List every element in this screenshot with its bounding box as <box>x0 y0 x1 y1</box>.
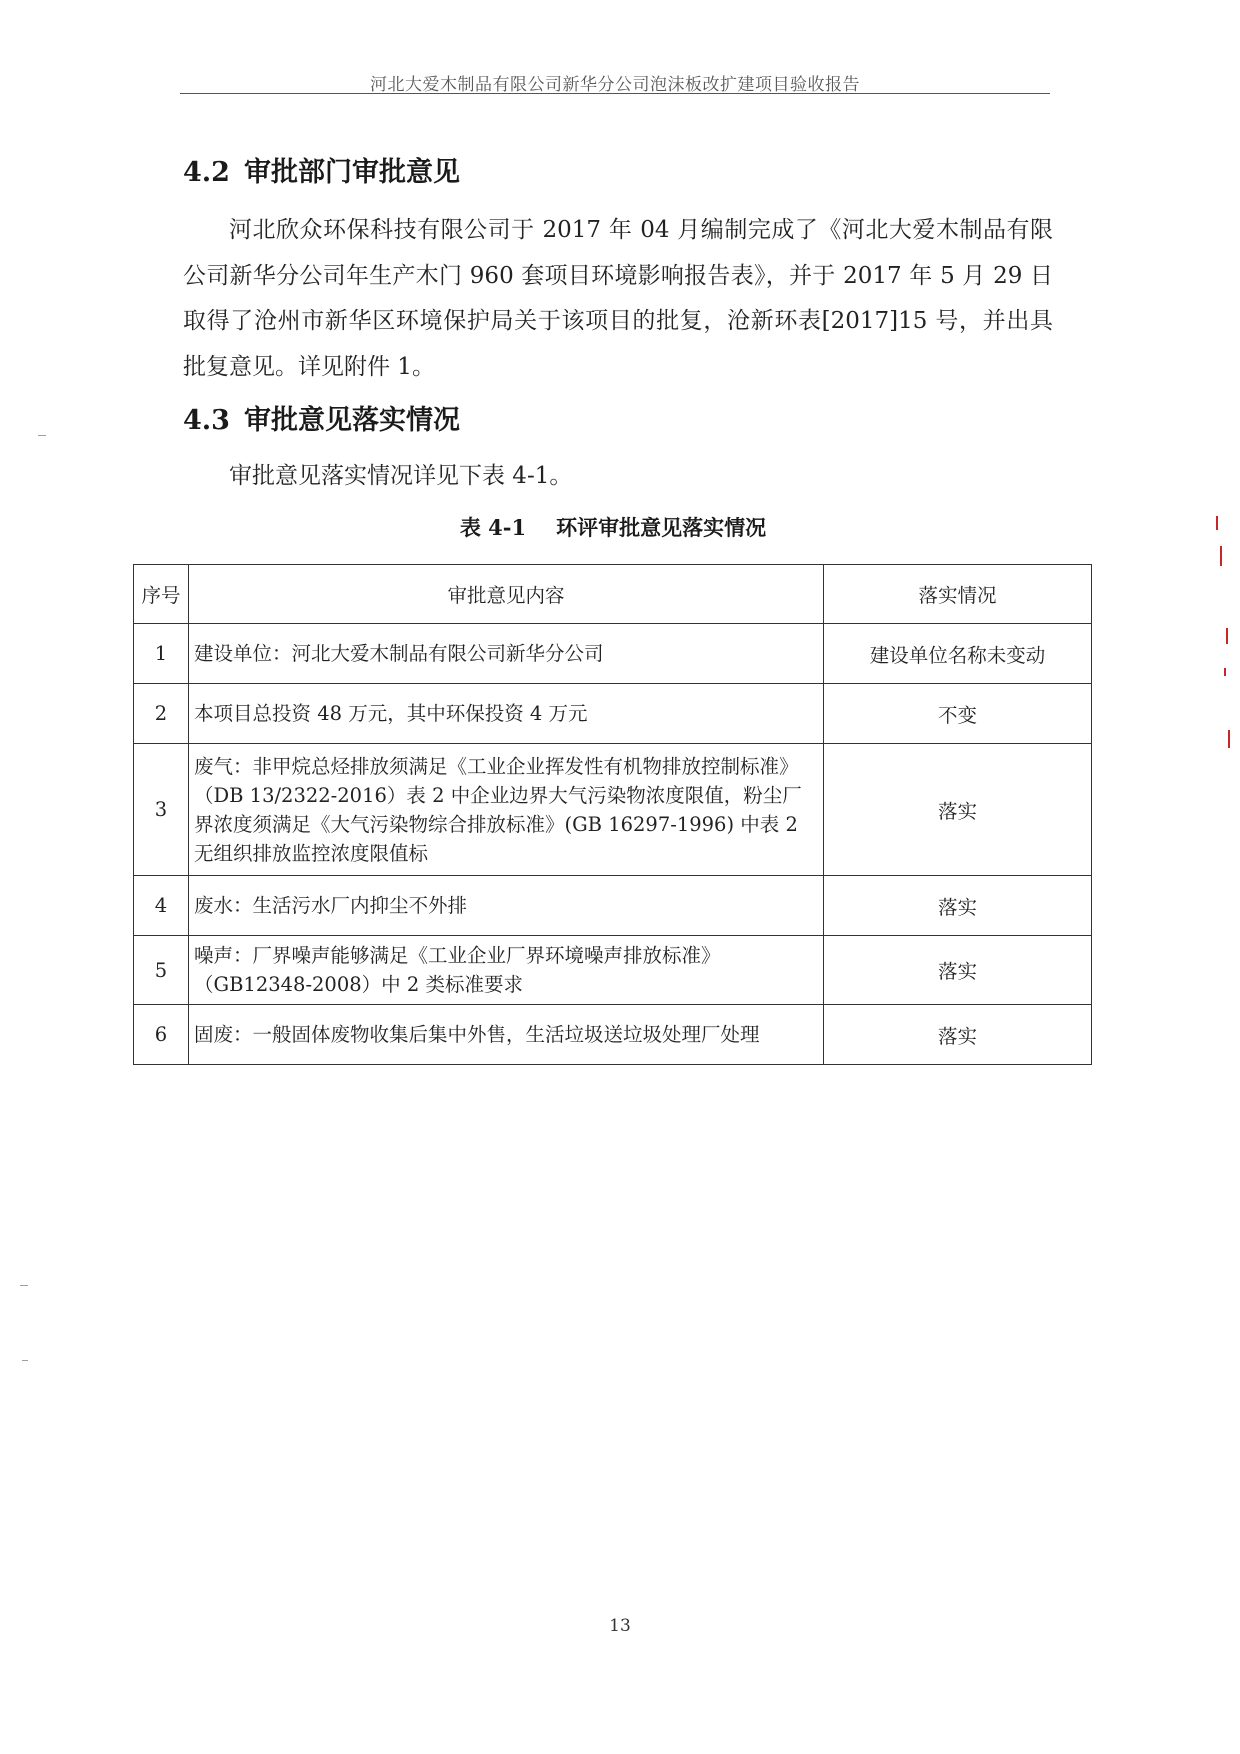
table-caption <box>133 512 1093 542</box>
table-row <box>134 1005 1092 1065</box>
table-row <box>134 876 1092 936</box>
running-header: 河北大爱木制品有限公司新华分公司泡沫板改扩建项目验收报告 <box>370 75 860 95</box>
column-header-content: 审批意见内容 <box>189 565 824 624</box>
scan-artifact-mark <box>1224 668 1226 676</box>
row-status: 落实 <box>824 1005 1092 1065</box>
row-content: 固废：一般固体废物收集后集中外售，生活垃圾送垃圾处理厂处理 <box>189 1005 824 1065</box>
row-number: 6 <box>134 1005 189 1065</box>
scan-artifact-mark <box>1226 628 1228 644</box>
section-4-3-number: 4.3 <box>183 405 230 436</box>
row-content: 建设单位：河北大爱木制品有限公司新华分公司 <box>189 624 824 684</box>
row-number: 5 <box>134 936 189 1005</box>
row-content: 废水：生活污水厂内抑尘不外排 <box>189 876 824 936</box>
row-status: 落实 <box>824 876 1092 936</box>
scan-artifact-dot <box>20 1285 28 1286</box>
table-row <box>134 624 1092 684</box>
row-content: 废气：非甲烷总烃排放须满足《工业企业挥发性有机物排放控制标准》（DB 13/2322-2016）表 2 中企业边界大气污染物浓度限值，粉尘厂界浓度须满足《大气污染物综合排放标准》(GB 16297-1996) 中表 2 无组织排放监控浓度限值标 <box>189 744 824 876</box>
table-row <box>134 744 1092 876</box>
row-number: 1 <box>134 624 189 684</box>
section-4-2-number: 4.2 <box>183 157 230 188</box>
page-number: 13 <box>609 1616 631 1636</box>
table-header-row <box>134 565 1092 624</box>
section-4-2-paragraph: 河北欣众环保科技有限公司于 2017 年 04 月编制完成了《河北大爱木制品有限公司新华分公司年生产木门 960 套项目环境影响报告表》，并于 2017 年 5 月 29 日取得了沧州市新华区环境保护局关于该项目的批复，沧新环表[2017]15 号，并出具批复意见。详见附件 1。 <box>183 217 1053 380</box>
header-rule <box>180 93 1050 94</box>
scan-artifact-mark <box>1216 516 1218 530</box>
row-status: 不变 <box>824 684 1092 744</box>
section-4-3-paragraph: 审批意见落实情况详见下表 4-1。 <box>229 463 573 489</box>
table-row <box>134 684 1092 744</box>
row-status: 建设单位名称未变动 <box>824 624 1092 684</box>
section-4-3-heading <box>183 398 460 437</box>
row-content: 噪声：厂界噪声能够满足《工业企业厂界环境噪声排放标准》（GB12348-2008）中 2 类标准要求 <box>189 936 824 1005</box>
table-caption-label: 表 4-1 <box>459 515 527 540</box>
scan-artifact-mark <box>1220 546 1222 566</box>
section-4-2-heading <box>183 150 460 189</box>
scan-artifact-dot <box>22 1360 28 1361</box>
row-status: 落实 <box>824 744 1092 876</box>
row-status: 落实 <box>824 936 1092 1005</box>
row-number: 2 <box>134 684 189 744</box>
column-header-status: 落实情况 <box>824 565 1092 624</box>
section-4-2-title: 审批部门审批意见 <box>243 157 460 188</box>
scan-artifact-mark <box>1228 730 1230 748</box>
row-content: 本项目总投资 48 万元，其中环保投资 4 万元 <box>189 684 824 744</box>
section-4-3-title: 审批意见落实情况 <box>243 405 460 436</box>
table-row <box>134 936 1092 1005</box>
table-caption-title: 环评审批意见落实情况 <box>556 515 767 540</box>
approval-table <box>133 564 1092 1065</box>
column-header-no: 序号 <box>134 565 189 624</box>
scan-artifact-dot <box>38 435 46 436</box>
row-number: 4 <box>134 876 189 936</box>
row-number: 3 <box>134 744 189 876</box>
